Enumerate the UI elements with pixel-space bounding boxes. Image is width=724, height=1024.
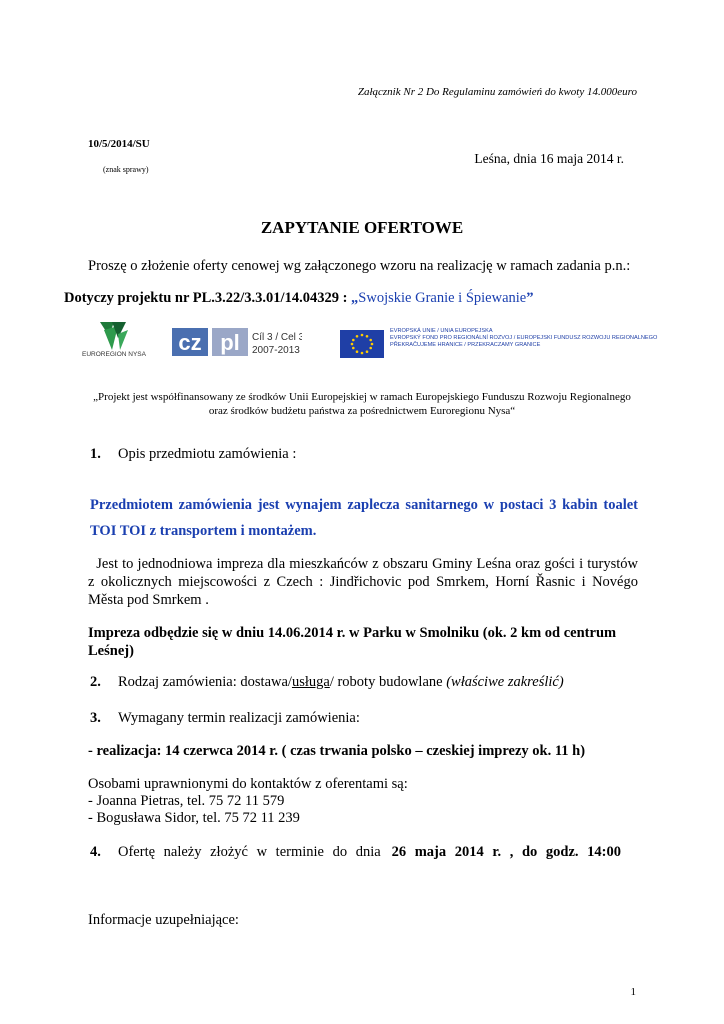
contact-person-2: - Bogusława Sidor, tel. 75 72 11 239 — [88, 810, 300, 826]
section-1-label: Opis przedmiotu zamówienia : — [118, 446, 297, 462]
section-2-selected: usługa — [291, 674, 330, 690]
cofinancing-note — [0, 390, 724, 418]
section-4-label: Ofertę należy złożyć w terminie do dnia — [118, 844, 381, 860]
section-2-suffix: / roboty budowlane — [329, 674, 447, 690]
attachment-note: Załącznik Nr 2 Do Regulaminu zamówień do kwoty 14.000euro — [357, 86, 637, 98]
contacts-intro: Osobami uprawnionymi do kontaktów z oferentami są: — [88, 776, 408, 792]
czpl-cel-bottom: 2007-2013 — [252, 345, 300, 356]
euroregion-label: EUROREGION NYSA — [82, 351, 146, 358]
euroregion-emblem-icon — [78, 320, 150, 352]
czpl-cz-text: cz — [178, 330, 202, 355]
cofinancing-line2: oraz środków budżetu państwa za pośrednictwem Euroregionu Nysa“ — [208, 405, 516, 417]
czpl-cel-top: Cíl 3 / Cel 3 — [252, 332, 302, 343]
contact-person-1: - Joanna Pietras, tel. 75 72 11 579 — [88, 793, 285, 809]
event-description — [88, 555, 638, 609]
czpl-pl-text: pl — [220, 330, 240, 355]
czpl-logo-graphic — [172, 328, 302, 358]
section-2-hint: (właściwe zakreślić) — [446, 674, 564, 690]
section-3-heading — [90, 710, 360, 727]
case-number: 10/5/2014/SU — [88, 138, 150, 150]
description-text: Jest to jednodniowa impreza dla mieszkańców z obszaru Gminy Leśna oraz gości i turystów z okolicznych miejscowości z Czech : Jindřichovic pod Smrkem, Horní Řasnic i Novégo Města pod Smrkem . — [88, 556, 639, 608]
realization-date: - realizacja: 14 czerwca 2014 r. ( czas trwania polsko – czeskiej imprezy ok. 11 h) — [88, 743, 586, 759]
open-quote: „ — [351, 290, 359, 306]
contacts-block — [88, 776, 408, 827]
section-3-label: Wymagany termin realizacji zamówienia: — [118, 710, 360, 726]
eu-logo-text — [390, 328, 657, 349]
project-prefix: Dotyczy projektu nr PL.3.22/3.3.01/14.04329 : — [64, 290, 352, 306]
section-2-number: 2. — [90, 674, 101, 690]
czpl-logo — [172, 328, 302, 358]
section-3-number: 3. — [90, 710, 101, 726]
page-number: 1 — [630, 986, 636, 998]
section-4-heading — [90, 844, 638, 861]
eu-logo — [340, 328, 658, 358]
close-quote: ” — [526, 290, 534, 306]
cofinancing-line1: „Projekt jest współfinansowany ze środków Unii Europejskiej w ramach Europejskiego Funduszu Rozwoju Regionalnego — [93, 391, 631, 403]
section-1-number: 1. — [90, 446, 101, 462]
place-date: Leśna, dnia 16 maja 2014 r. — [474, 151, 624, 166]
euroregion-nysa-logo — [78, 320, 150, 360]
project-line — [64, 290, 533, 307]
case-label: (znak sprawy) — [103, 165, 149, 174]
eu-flag-icon — [340, 330, 384, 358]
section-4-number: 4. — [90, 844, 101, 860]
project-name: Swojskie Granie i Śpiewanie — [358, 290, 527, 306]
section-2-prefix: Rodzaj zamówienia: dostawa/ — [118, 674, 292, 690]
eu-line1: EVROPSKÁ UNIE / UNIA EUROPEJSKA — [390, 328, 493, 334]
document-title: ZAPYTANIE OFERTOWE — [260, 218, 464, 237]
section-1-heading — [90, 446, 296, 463]
order-subject: Przedmiotem zamówienia jest wynajem zaplecza sanitarnego w postaci 3 kabin toalet TOI TOI z transportem i montażem. — [90, 497, 638, 539]
additional-info-heading: Informacje uzupełniające: — [88, 912, 239, 928]
eu-line2: EVROPSKÝ FOND PRO REGIONÁLNÍ ROZVOJ / EUROPEJSKI FUNDUSZ ROZWOJU REGIONALNEGO — [390, 335, 658, 341]
event-details: Impreza odbędzie się w dniu 14.06.2014 r. w Parku w Smolniku (ok. 2 km od centrum Leśnej) — [88, 625, 617, 659]
eu-stars-icon — [340, 330, 384, 358]
section-2-heading — [90, 674, 564, 691]
offer-deadline: 26 maja 2014 r. , do godz. 14:00 — [391, 844, 621, 860]
request-text: Proszę o złożenie oferty cenowej wg załączonego wzoru na realizację w ramach zadania p.n.: — [88, 258, 631, 274]
eu-line3: PŘEKRAČUJEME HRANICE / PRZEKRACZAMY GRANICE — [390, 342, 541, 348]
project-name-wrap — [351, 290, 533, 306]
